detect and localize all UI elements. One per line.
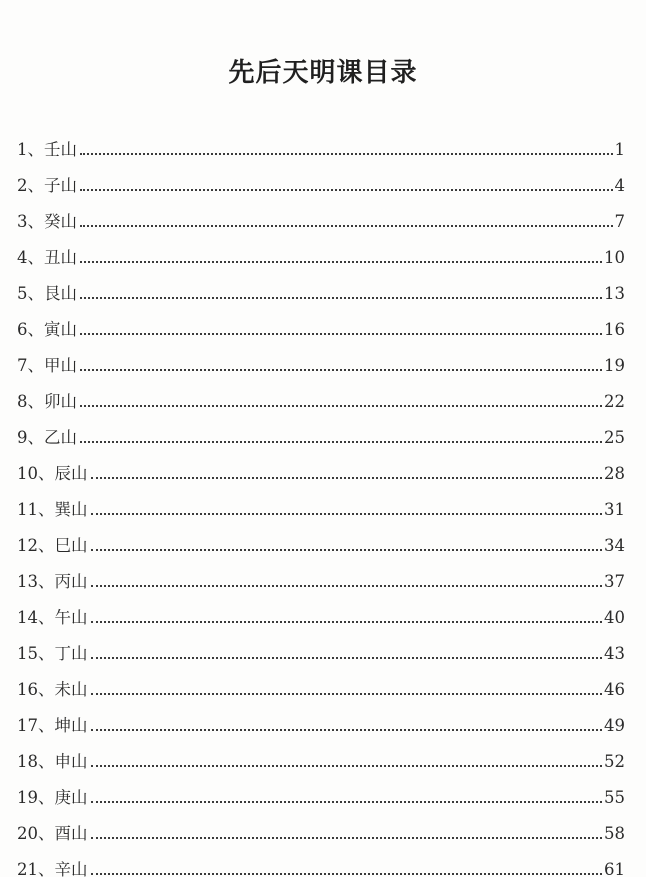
entry-title: 未山 [54, 680, 88, 699]
entry-title: 丁山 [54, 644, 88, 663]
entry-title: 辰山 [54, 464, 88, 483]
entry-page-number: 4 [614, 176, 625, 195]
entry-page-number: 13 [604, 284, 625, 303]
toc-entry[interactable] [17, 700, 625, 736]
entry-title: 庚山 [54, 788, 88, 807]
toc-entry[interactable] [17, 376, 625, 412]
entry-page-number: 46 [604, 680, 625, 699]
dot-leader [80, 189, 613, 191]
entry-title: 丑山 [44, 248, 77, 267]
entry-title: 辛山 [54, 860, 88, 877]
toc-entry[interactable] [17, 412, 625, 448]
entry-number: 20、 [17, 824, 55, 843]
entry-title: 午山 [54, 608, 88, 627]
dot-leader [80, 153, 613, 155]
dot-leader [91, 477, 603, 479]
dot-leader [91, 873, 603, 875]
dot-leader [80, 261, 602, 263]
entry-title: 坤山 [54, 716, 88, 735]
entry-title: 丙山 [54, 572, 88, 591]
entry-number: 15、 [17, 644, 55, 663]
toc-entry[interactable] [17, 628, 625, 664]
toc-entry[interactable] [17, 340, 625, 376]
entry-number: 9、 [17, 428, 44, 447]
entry-number: 16、 [17, 680, 55, 699]
dot-leader [80, 369, 602, 371]
toc-entry[interactable] [17, 808, 625, 844]
dot-leader [80, 405, 602, 407]
entry-page-number: 22 [604, 392, 625, 411]
dot-leader [91, 585, 603, 587]
entry-page-number: 25 [604, 428, 625, 447]
toc-entry[interactable] [17, 484, 625, 520]
dot-leader [91, 693, 603, 695]
entry-number: 3、 [17, 212, 44, 231]
entry-number: 18、 [17, 752, 55, 771]
entry-title: 卯山 [44, 392, 77, 411]
entry-number: 4、 [17, 248, 44, 267]
entry-page-number: 55 [604, 788, 625, 807]
entry-title: 巽山 [54, 500, 88, 519]
entry-title: 乙山 [44, 428, 77, 447]
entry-page-number: 37 [604, 572, 625, 591]
entry-title: 寅山 [44, 320, 77, 339]
entry-page-number: 58 [604, 824, 625, 843]
dot-leader [91, 621, 603, 623]
dot-leader [91, 513, 603, 515]
entry-title: 壬山 [44, 140, 77, 159]
toc-entry[interactable] [17, 232, 625, 268]
entry-number: 10、 [17, 464, 55, 483]
dot-leader [80, 225, 613, 227]
dot-leader [91, 549, 603, 551]
toc-entry[interactable] [17, 124, 625, 160]
page-title: 先后天明课目录 [228, 58, 418, 88]
entry-title: 甲山 [44, 356, 77, 375]
toc-entry[interactable] [17, 448, 625, 484]
entry-page-number: 31 [604, 500, 625, 519]
entry-number: 21、 [17, 860, 55, 877]
entry-page-number: 43 [604, 644, 625, 663]
entry-title: 巳山 [54, 536, 88, 555]
dot-leader [91, 657, 603, 659]
dot-leader [91, 765, 603, 767]
entry-page-number: 1 [614, 140, 625, 159]
entry-page-number: 49 [604, 716, 625, 735]
entry-title: 申山 [54, 752, 88, 771]
dot-leader [91, 729, 603, 731]
entry-page-number: 34 [604, 536, 625, 555]
entry-number: 13、 [17, 572, 55, 591]
table-of-contents [17, 124, 625, 877]
entry-title: 癸山 [44, 212, 77, 231]
dot-leader [80, 297, 602, 299]
dot-leader [91, 801, 603, 803]
entry-page-number: 28 [604, 464, 625, 483]
toc-entry[interactable] [17, 844, 625, 877]
toc-entry[interactable] [17, 268, 625, 304]
dot-leader [91, 837, 603, 839]
toc-entry[interactable] [17, 736, 625, 772]
toc-entry[interactable] [17, 556, 625, 592]
toc-entry[interactable] [17, 304, 625, 340]
entry-title: 子山 [44, 176, 77, 195]
entry-page-number: 52 [604, 752, 625, 771]
entry-number: 14、 [17, 608, 55, 627]
entry-number: 19、 [17, 788, 55, 807]
entry-page-number: 61 [604, 860, 625, 877]
dot-leader [80, 441, 602, 443]
entry-page-number: 16 [604, 320, 625, 339]
toc-entry[interactable] [17, 772, 625, 808]
entry-title: 艮山 [44, 284, 77, 303]
entry-number: 5、 [17, 284, 44, 303]
entry-number: 2、 [17, 176, 44, 195]
entry-number: 6、 [17, 320, 44, 339]
entry-page-number: 40 [604, 608, 625, 627]
entry-number: 1、 [17, 140, 44, 159]
entry-number: 11、 [17, 500, 55, 519]
toc-entry[interactable] [17, 160, 625, 196]
entry-number: 17、 [17, 716, 55, 735]
toc-entry[interactable] [17, 664, 625, 700]
dot-leader [80, 333, 602, 335]
entry-page-number: 7 [614, 212, 625, 231]
toc-entry[interactable] [17, 196, 625, 232]
entry-title: 酉山 [54, 824, 88, 843]
entry-number: 7、 [17, 356, 44, 375]
entry-page-number: 19 [604, 356, 625, 375]
toc-entry[interactable] [17, 520, 625, 556]
toc-entry[interactable] [17, 592, 625, 628]
entry-number: 12、 [17, 536, 55, 555]
entry-number: 8、 [17, 392, 44, 411]
entry-page-number: 10 [604, 248, 625, 267]
